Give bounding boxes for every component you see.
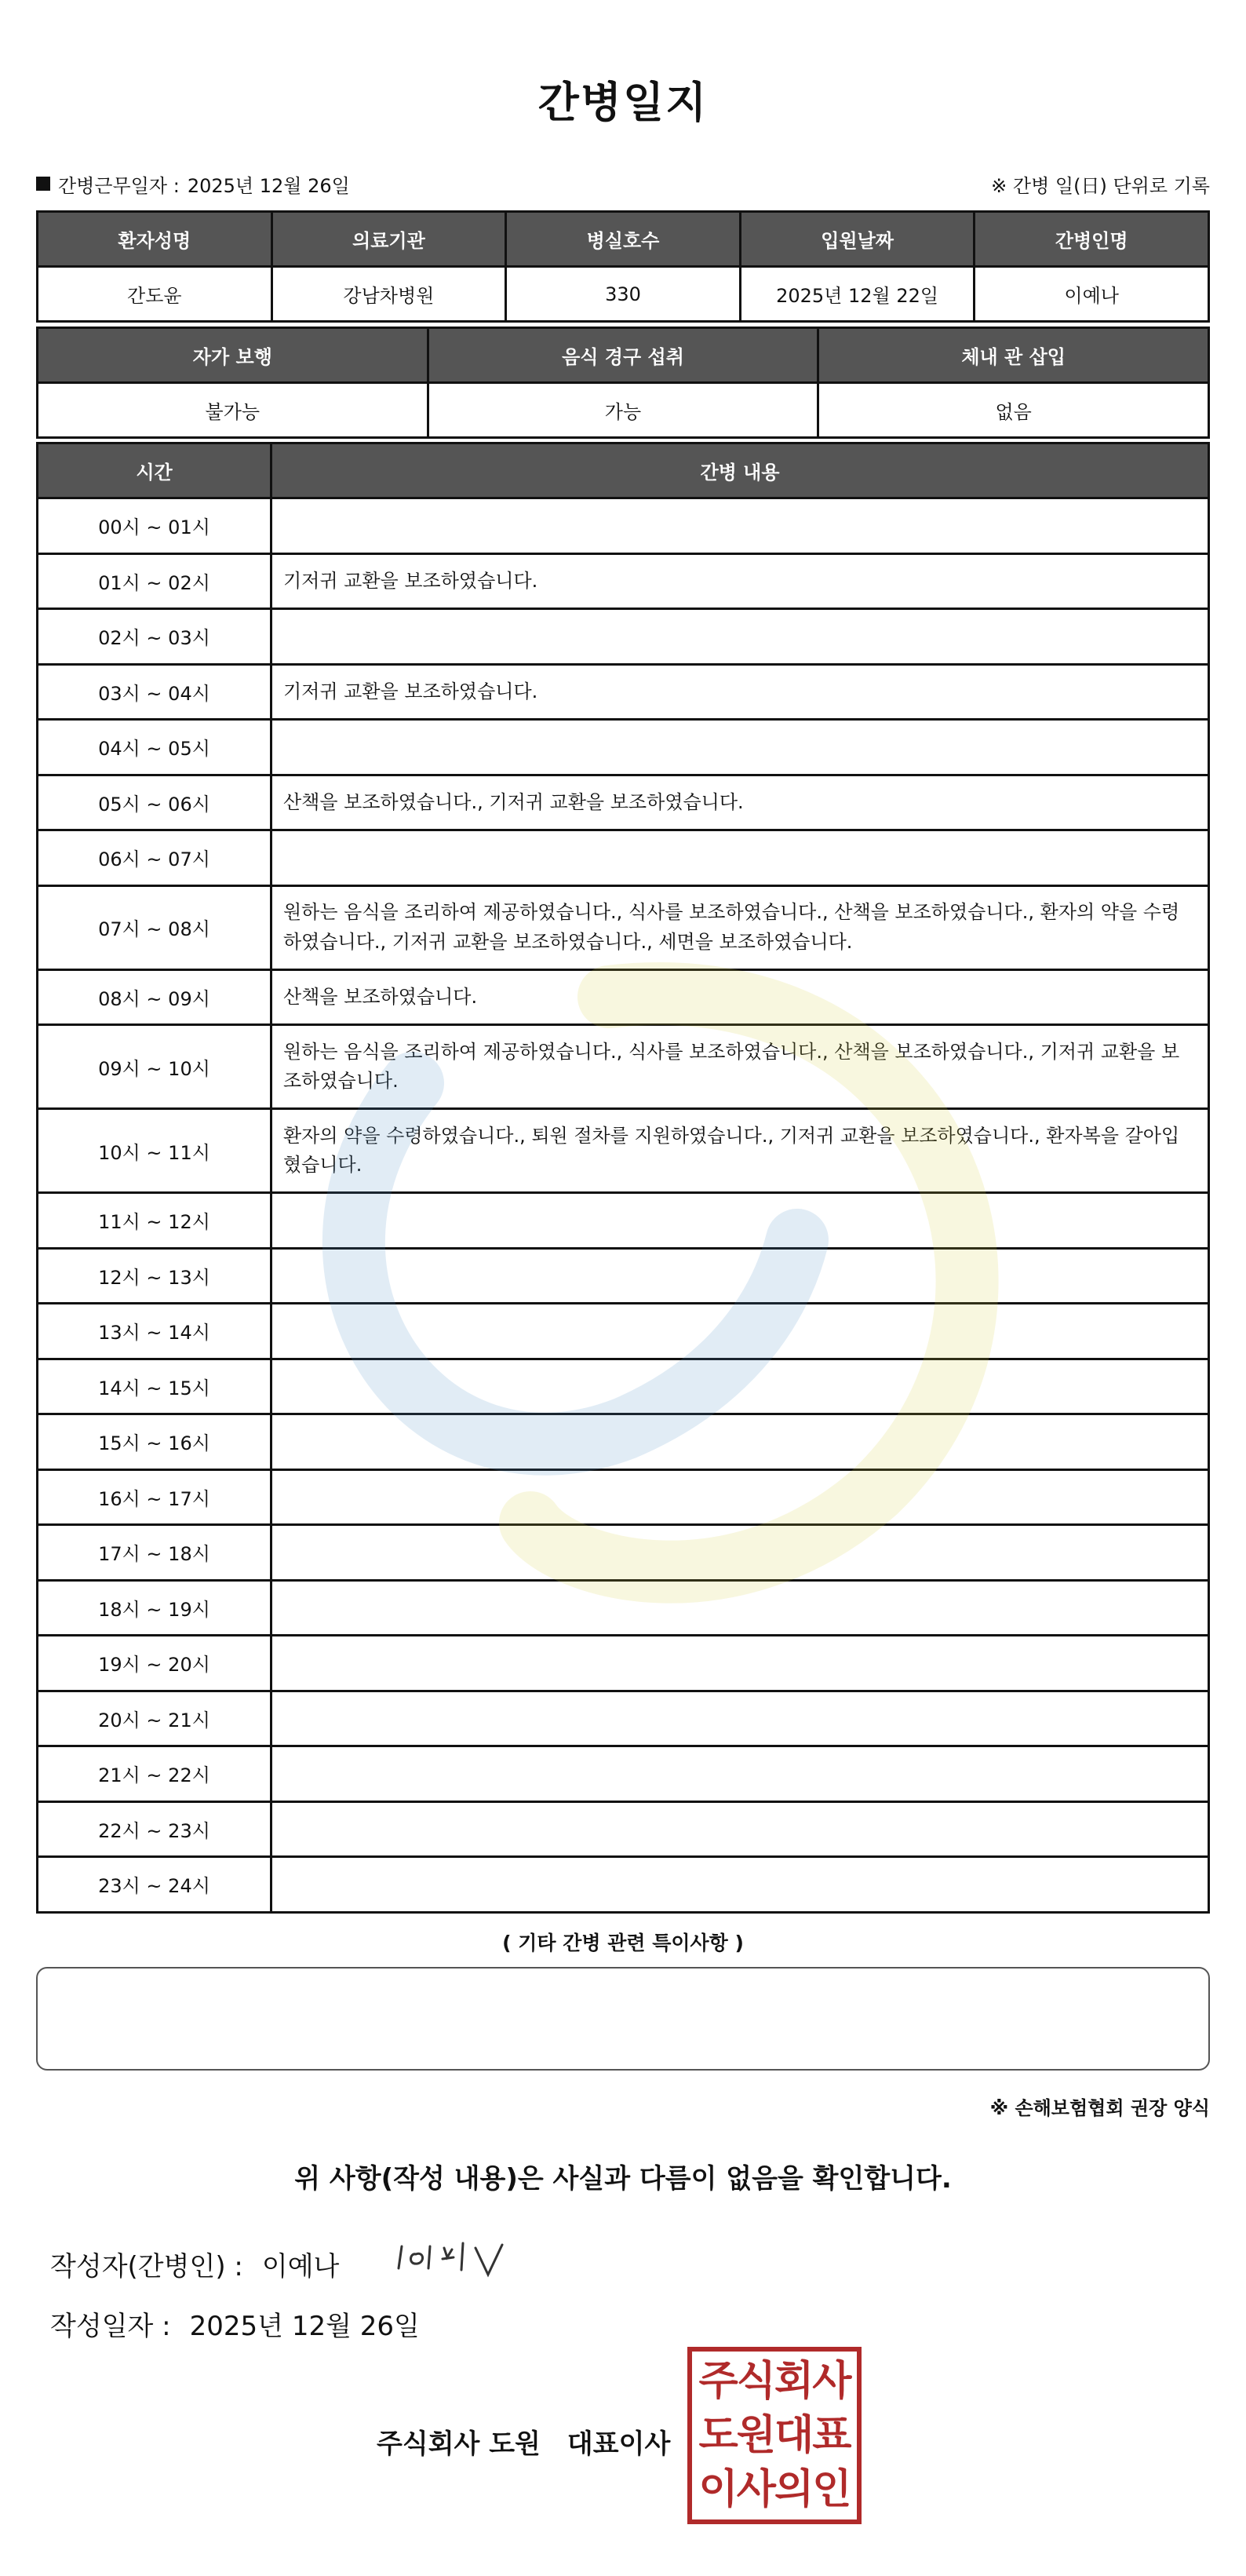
work-date-label: 간병근무일자 : xyxy=(58,174,180,197)
row-time: 13시 ~ 14시 xyxy=(38,1304,271,1359)
header-admission-date: 입원날짜 xyxy=(740,212,975,267)
row-time: 02시 ~ 03시 xyxy=(38,609,271,665)
table-row xyxy=(38,969,1209,1025)
table-row xyxy=(38,775,1209,830)
daily-record-note: ※ 간병 일(日) 단위로 기록 xyxy=(991,174,1210,197)
square-bullet-icon xyxy=(36,177,50,191)
table-row xyxy=(38,498,1209,554)
confirmation-statement: 위 사항(작성 내용)은 사실과 다름이 없음을 확인합니다. xyxy=(294,2163,952,2195)
row-care-content xyxy=(271,830,1209,886)
row-time: 18시 ~ 19시 xyxy=(38,1580,271,1636)
header-tube-insertion: 체내 관 삽입 xyxy=(818,328,1209,383)
row-time: 04시 ~ 05시 xyxy=(38,720,271,775)
row-care-content xyxy=(271,1248,1209,1304)
row-time: 22시 ~ 23시 xyxy=(38,1801,271,1857)
table-row xyxy=(38,1746,1209,1802)
row-time: 23시 ~ 24시 xyxy=(38,1857,271,1913)
row-time: 21시 ~ 22시 xyxy=(38,1746,271,1802)
row-time: 19시 ~ 20시 xyxy=(38,1636,271,1691)
writer-label: 작성자(간병인) : xyxy=(50,2251,243,2282)
row-time: 05시 ~ 06시 xyxy=(38,775,271,830)
row-time: 12시 ~ 13시 xyxy=(38,1248,271,1304)
company-name: 주식회사 도원 xyxy=(377,2428,541,2460)
row-time: 03시 ~ 04시 xyxy=(38,664,271,720)
table-row xyxy=(38,609,1209,665)
row-care-content xyxy=(271,609,1209,665)
table-row xyxy=(38,830,1209,886)
work-date-value: 2025년 12월 26일 xyxy=(187,174,350,197)
row-care-content xyxy=(271,1691,1209,1746)
self-walking: 불가능 xyxy=(38,383,428,438)
row-care-content xyxy=(271,1857,1209,1913)
seal-line: 도원대표 xyxy=(698,2411,851,2459)
row-care-content xyxy=(271,498,1209,554)
remarks-box xyxy=(36,1967,1210,2071)
row-care-content: 기저귀 교환을 보조하였습니다. xyxy=(271,553,1209,609)
header-oral-intake: 음식 경구 섭취 xyxy=(428,328,818,383)
ceo-title: 대표이사 xyxy=(567,2428,671,2460)
row-time: 08시 ~ 09시 xyxy=(38,969,271,1025)
table-row xyxy=(38,1025,1209,1109)
table-row xyxy=(38,1801,1209,1857)
row-time: 20시 ~ 21시 xyxy=(38,1691,271,1746)
row-time: 06시 ~ 07시 xyxy=(38,830,271,886)
care-log-table xyxy=(36,442,1210,1914)
row-care-content: 원하는 음식을 조리하여 제공하였습니다., 식사를 보조하였습니다., 산책을 보조하였습니다., 기저귀 교환을 보조하였습니다. xyxy=(271,1025,1209,1109)
association-note: ※ 손해보험협회 권장 양식 xyxy=(989,2097,1210,2119)
table-row xyxy=(38,1359,1209,1414)
remarks-title: ( 기타 간병 관련 특이사항 ) xyxy=(502,1932,744,1954)
row-care-content xyxy=(271,1414,1209,1470)
company-line xyxy=(377,2422,670,2461)
row-time: 00시 ~ 01시 xyxy=(38,498,271,554)
written-date-label: 작성일자 : xyxy=(50,2311,171,2342)
seal-line: 이사의인 xyxy=(698,2465,851,2513)
writer-name: 이예나 xyxy=(261,2251,340,2282)
table-row xyxy=(38,1469,1209,1525)
row-care-content: 기저귀 교환을 보조하였습니다. xyxy=(271,664,1209,720)
admission-date: 2025년 12월 22일 xyxy=(740,267,975,322)
header-time: 시간 xyxy=(38,443,271,498)
row-time: 14시 ~ 15시 xyxy=(38,1359,271,1414)
row-care-content: 산책을 보조하였습니다. xyxy=(271,969,1209,1025)
seal-line: 주식회사 xyxy=(698,2358,851,2406)
row-care-content xyxy=(271,1746,1209,1802)
written-date-line xyxy=(50,2304,420,2343)
row-time: 10시 ~ 11시 xyxy=(38,1109,271,1193)
hospital: 강남차병원 xyxy=(271,267,506,322)
table-row xyxy=(38,720,1209,775)
header-caregiver-name: 간병인명 xyxy=(975,212,1209,267)
document-title: 간병일지 xyxy=(537,78,709,127)
header-self-walking: 자가 보행 xyxy=(38,328,428,383)
row-care-content: 원하는 음식을 조리하여 제공하였습니다., 식사를 보조하였습니다., 산책을 보조하였습니다., 환자의 약을 수령하였습니다., 기저귀 교환을 보조하였습니다., 세면을 보조하였습니다. xyxy=(271,885,1209,969)
row-care-content xyxy=(271,1304,1209,1359)
table-row xyxy=(38,1691,1209,1746)
tube-insertion: 없음 xyxy=(818,383,1209,438)
table-row xyxy=(38,664,1209,720)
header-care-content: 간병 내용 xyxy=(271,443,1209,498)
handwritten-signature xyxy=(378,2231,535,2286)
row-time: 15시 ~ 16시 xyxy=(38,1414,271,1470)
row-care-content xyxy=(271,1469,1209,1525)
row-care-content xyxy=(271,1580,1209,1636)
header-room-number: 병실호수 xyxy=(506,212,741,267)
row-care-content xyxy=(271,1193,1209,1249)
oral-intake: 가능 xyxy=(428,383,818,438)
company-seal-stamp xyxy=(687,2347,862,2524)
row-time: 09시 ~ 10시 xyxy=(38,1025,271,1109)
table-row xyxy=(38,1109,1209,1193)
row-time: 07시 ~ 08시 xyxy=(38,885,271,969)
table-row xyxy=(38,1414,1209,1470)
work-date xyxy=(36,170,350,198)
header-patient-name: 환자성명 xyxy=(38,212,272,267)
row-care-content xyxy=(271,720,1209,775)
writer-line xyxy=(50,2245,339,2283)
caregiver-name: 이예나 xyxy=(975,267,1209,322)
written-date-value: 2025년 12월 26일 xyxy=(189,2311,420,2342)
patient-info-table xyxy=(36,210,1210,323)
table-row xyxy=(38,1248,1209,1304)
care-log-rows xyxy=(38,498,1209,1913)
table-row xyxy=(38,553,1209,609)
row-time: 17시 ~ 18시 xyxy=(38,1525,271,1581)
table-row xyxy=(38,1304,1209,1359)
table-row xyxy=(38,1525,1209,1581)
row-care-content xyxy=(271,1359,1209,1414)
row-care-content: 환자의 약을 수령하였습니다., 퇴원 절차를 지원하였습니다., 기저귀 교환을 보조하였습니다., 환자복을 갈아입혔습니다. xyxy=(271,1109,1209,1193)
header-hospital: 의료기관 xyxy=(271,212,506,267)
row-time: 01시 ~ 02시 xyxy=(38,553,271,609)
table-row xyxy=(38,1636,1209,1691)
row-care-content: 산책을 보조하였습니다., 기저귀 교환을 보조하였습니다. xyxy=(271,775,1209,830)
meta-row xyxy=(36,168,1210,199)
row-care-content xyxy=(271,1525,1209,1581)
care-log-document xyxy=(36,0,1210,2576)
room-number: 330 xyxy=(506,267,741,322)
row-time: 16시 ~ 17시 xyxy=(38,1469,271,1525)
table-row xyxy=(38,1857,1209,1913)
patient-name: 간도윤 xyxy=(38,267,272,322)
row-care-content xyxy=(271,1801,1209,1857)
table-row xyxy=(38,1580,1209,1636)
table-row xyxy=(38,1193,1209,1249)
row-time: 11시 ~ 12시 xyxy=(38,1193,271,1249)
row-care-content xyxy=(271,1636,1209,1691)
table-row xyxy=(38,885,1209,969)
patient-status-table xyxy=(36,327,1210,439)
